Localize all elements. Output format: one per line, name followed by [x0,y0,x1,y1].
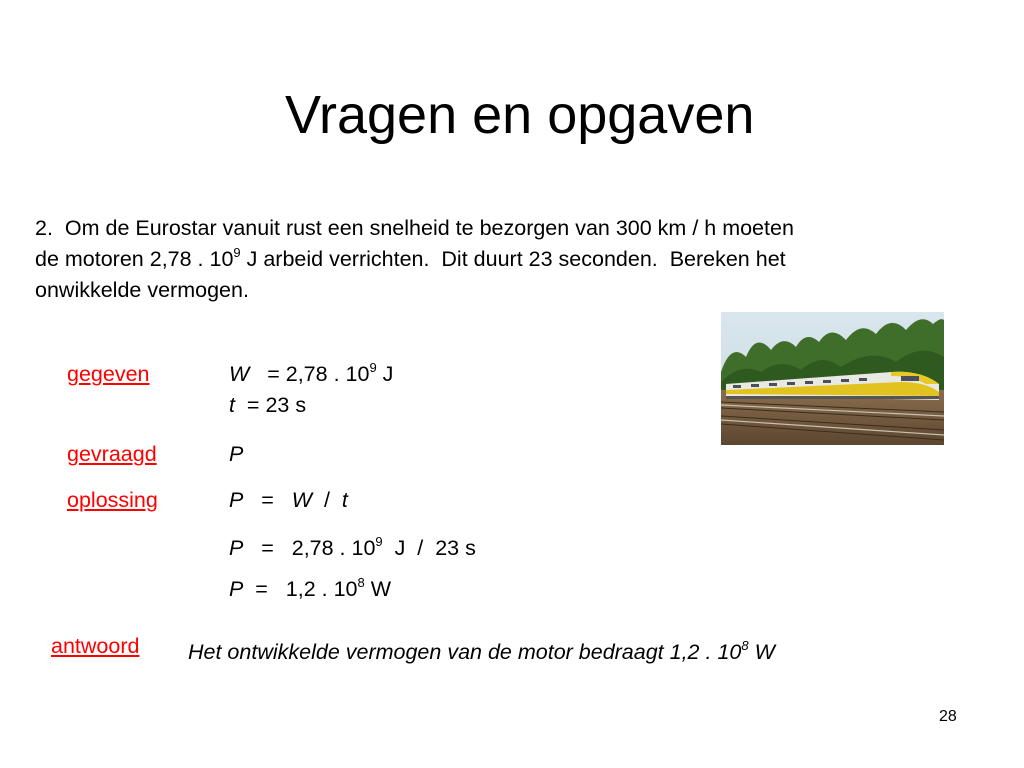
problem-line-1: 2. Om de Eurostar vanuit rust een snelheid te bezorgen van 300 km / h moeten [35,216,794,240]
symbol-w: W [229,362,250,386]
answer-main: Het ontwikkelde vermogen van de motor bedraagt 1,2 . 10 [188,640,742,664]
given-work-exp: 9 [369,360,377,375]
problem-line-3: onwikkelde vermogen. [35,278,249,302]
symbol-p: P [229,577,244,601]
eurostar-train-photo [721,312,944,445]
problem-statement [35,213,965,306]
solution-line-2-exp: 9 [375,534,383,549]
problem-line-2 [35,244,965,275]
problem-exponent: 9 [233,245,241,260]
problem-line-2b: J arbeid verrichten. Dit duurt 23 seconden. Bereken het [240,247,786,271]
solution-line-3-eq: = 1,2 . 10 [243,577,358,601]
answer-unit: W [748,640,775,664]
label-oplossing[interactable]: oplossing [67,488,158,512]
slide-title: Vragen en opgaven [285,85,755,145]
symbol-p: P [229,536,244,560]
symbol-t: t [341,488,348,512]
given-time-eq: = 23 s [234,393,307,417]
problem-line-2a: de motoren 2,78 . 10 [35,247,234,271]
solution-line-3-exp: 8 [357,575,365,590]
solution-line-1-eq: = [243,488,292,512]
given-time [229,395,306,417]
solution-line-2 [229,534,476,560]
solution-line-3 [229,575,392,601]
solution-line-2-rest: J / 23 s [382,536,476,560]
label-gevraagd[interactable]: gevraagd [67,442,157,466]
answer-exp: 8 [741,638,749,653]
solution-line-1 [229,490,348,512]
symbol-w: W [291,488,313,512]
symbol-t: t [229,393,235,417]
solution-line-2-eq: = 2,78 . 10 [243,536,376,560]
solution-line-1-slash: / [312,488,342,512]
asked-symbol: P [229,442,244,466]
given-work [229,360,394,386]
solution-line-3-unit: W [364,577,392,601]
answer-text [188,638,775,664]
page-number: 28 [939,708,957,725]
label-antwoord[interactable]: antwoord [51,634,140,658]
symbol-p: P [229,488,244,512]
label-gegeven[interactable]: gegeven [67,362,150,386]
given-work-unit: J [376,362,394,386]
given-work-eq: = 2,78 . 10 [249,362,370,386]
